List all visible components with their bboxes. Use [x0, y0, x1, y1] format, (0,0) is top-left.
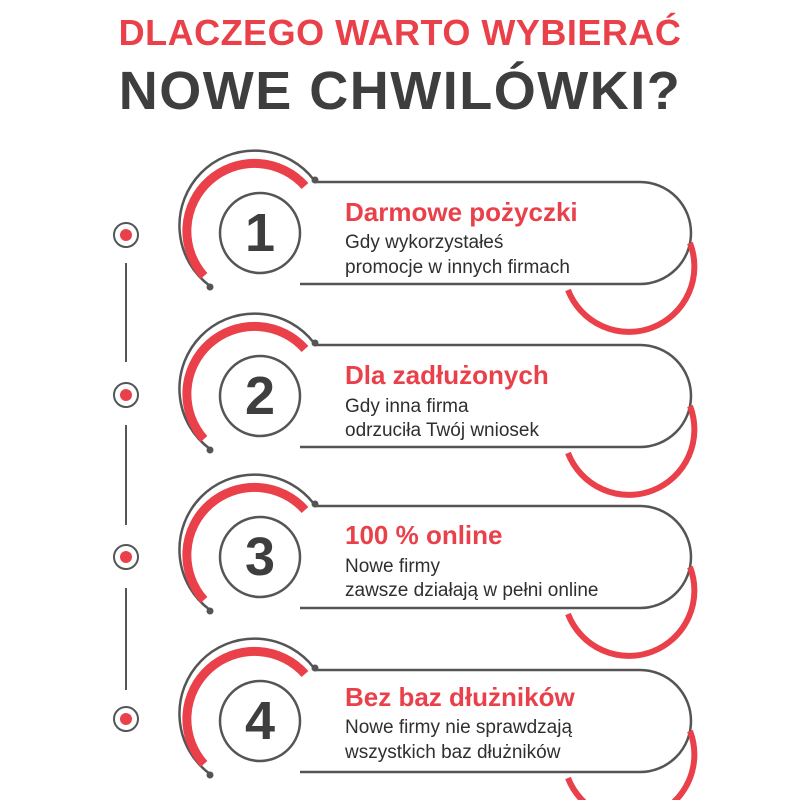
step-number: 4 — [244, 691, 276, 751]
step-card-accent — [568, 731, 694, 800]
step-title: Darmowe pożyczki — [345, 197, 578, 227]
step-number: 1 — [244, 203, 276, 263]
step-title: Dla zadłużonych — [345, 360, 549, 390]
timeline-marker — [114, 707, 138, 731]
step-number: 3 — [244, 527, 276, 587]
step-card-accent — [568, 406, 694, 495]
step-description-line: odrzuciła Twój wniosek — [345, 420, 539, 441]
step-description-line: zawsze działają w pełni online — [345, 580, 599, 601]
step-description-line: Nowe firmy — [345, 556, 441, 577]
headline-line-2: NOWE CHWILÓWKI? — [118, 61, 682, 121]
step-description-line: promocje w innych firmach — [345, 257, 570, 278]
timeline-marker — [114, 545, 138, 569]
timeline-marker — [114, 223, 138, 247]
step-title: 100 % online — [345, 520, 503, 550]
timeline-marker — [114, 383, 138, 407]
step-description-line: Gdy inna firma — [345, 396, 469, 417]
step-description-line: Nowe firmy nie sprawdzają — [345, 717, 573, 738]
step-description-line: wszystkich baz dłużników — [345, 742, 561, 763]
step-number: 2 — [244, 366, 276, 426]
headline-line-1: DLACZEGO WARTO WYBIERAĆ — [118, 12, 682, 53]
step-card-accent — [568, 243, 694, 332]
step-title: Bez baz dłużników — [345, 682, 575, 712]
step-description-line: Gdy wykorzystałeś — [345, 232, 504, 253]
